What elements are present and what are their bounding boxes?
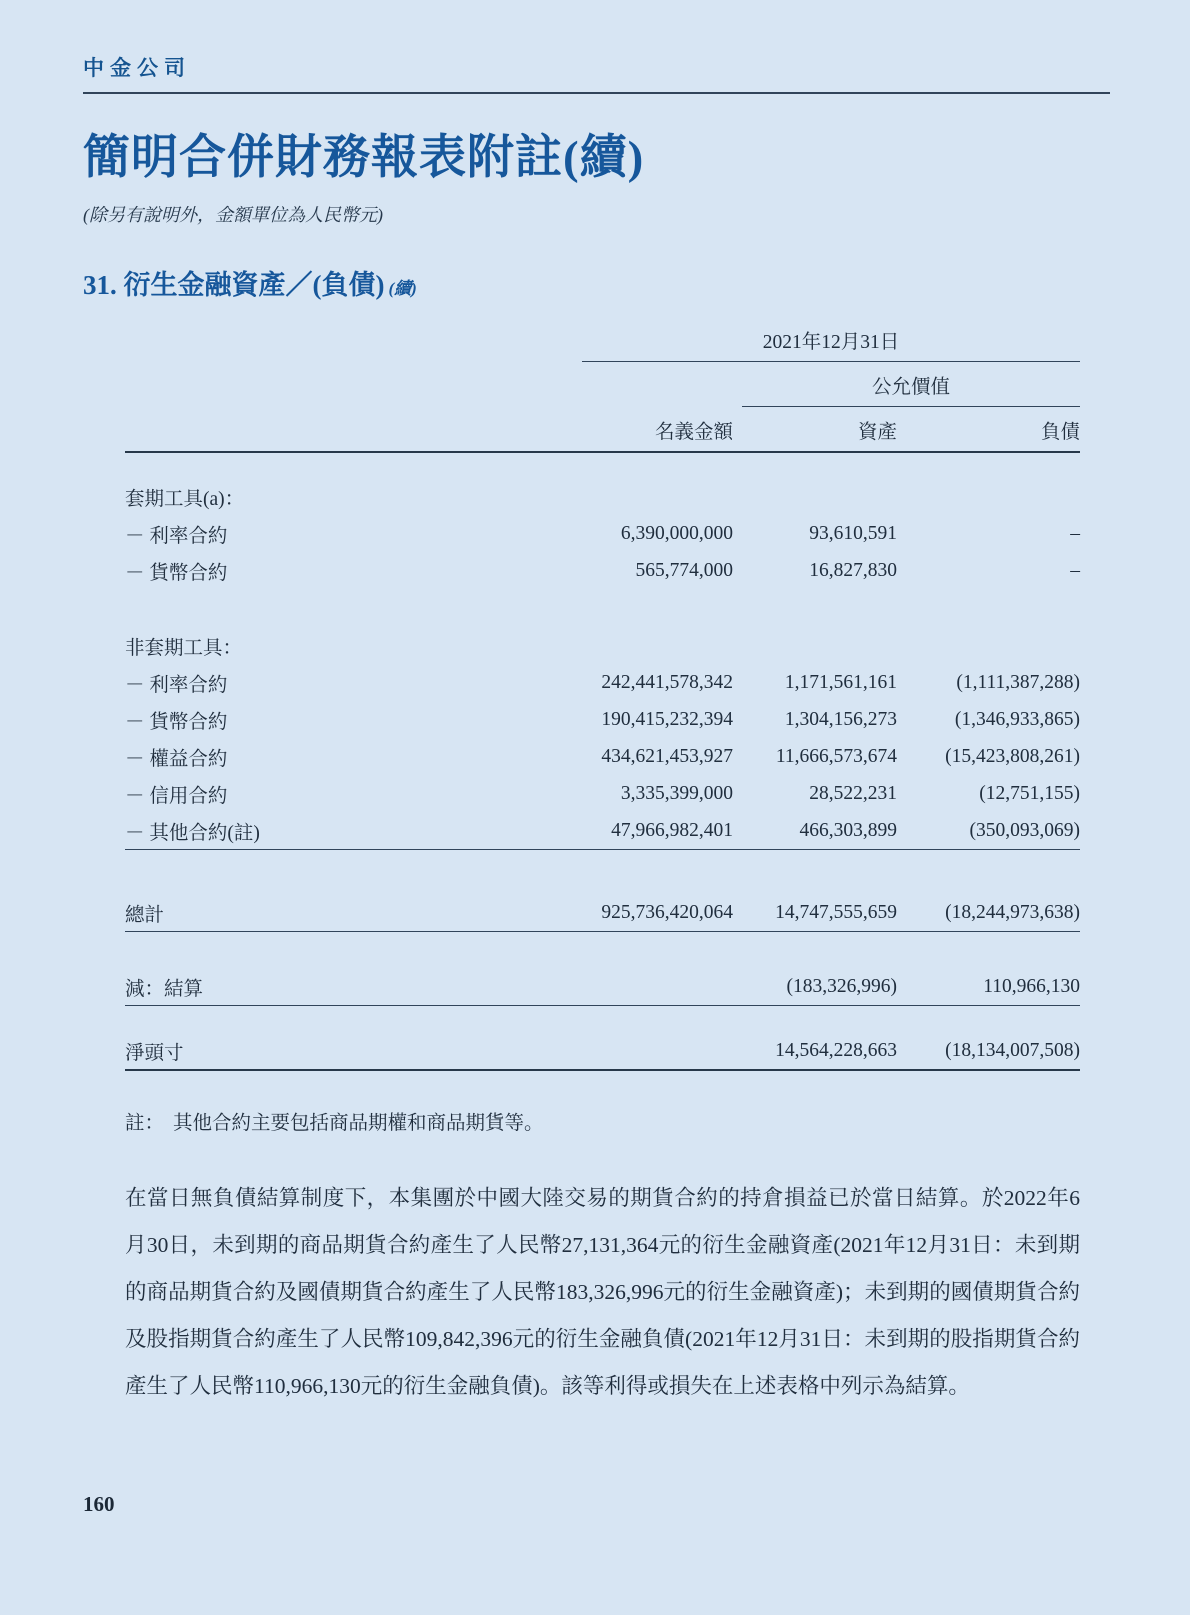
document-subtitle: (除另有說明外，金額單位為人民幣元) [83, 205, 383, 225]
row-notional: 3,335,399,000 [620, 782, 733, 804]
row-liability: (18,244,973,638) [945, 901, 1080, 923]
row-label: 減：結算 [125, 978, 204, 1000]
row-liability: (1,346,933,865) [954, 708, 1080, 730]
row-liability: (15,423,808,261) [945, 745, 1080, 767]
row-label: － 其他合約(註) [125, 822, 260, 844]
row-label: － 貨幣合約 [125, 711, 228, 733]
table-footnote [125, 1107, 1110, 1135]
table-row-total [125, 894, 1080, 932]
row-notional: 47,966,982,401 [611, 819, 733, 841]
row-notional: 925,736,420,064 [601, 901, 733, 923]
row-liability: – [1070, 559, 1080, 581]
row-asset: 1,304,156,273 [784, 708, 897, 730]
row-label: 總計 [125, 904, 165, 926]
table-row-net-position [125, 1032, 1080, 1071]
row-notional: 190,415,232,394 [601, 708, 733, 730]
table-spacer [125, 589, 1080, 627]
column-header-liability: 負債 [1040, 422, 1080, 443]
footnote-label: 註： [125, 1113, 165, 1134]
table-row [125, 552, 1080, 589]
row-liability: (350,093,069) [969, 819, 1080, 841]
row-label: 非套期工具： [125, 637, 243, 659]
row-label: － 權益合約 [125, 748, 228, 770]
derivatives-table [125, 326, 1080, 1071]
row-label: － 貨幣合約 [125, 562, 228, 584]
page-number: 160 [83, 1492, 115, 1516]
row-notional: 242,441,578,342 [601, 671, 733, 693]
row-asset: 466,303,899 [799, 819, 897, 841]
footnote-text: 其他合約主要包括商品期權和商品期貨等。 [173, 1113, 544, 1134]
table-row [125, 738, 1080, 775]
row-asset: 28,522,231 [809, 782, 897, 804]
table-row-less-settlement [125, 968, 1080, 1006]
row-liability: 110,966,130 [983, 975, 1080, 997]
column-header-notional: 名義金額 [654, 422, 733, 443]
section-number: 31. [83, 270, 117, 300]
company-header: 中金公司 [83, 52, 1110, 94]
row-asset: 14,564,228,663 [775, 1039, 897, 1061]
table-body [125, 453, 1080, 1071]
row-label: － 利率合約 [125, 674, 228, 696]
body-paragraph: 在當日無負債結算制度下，本集團於中國大陸交易的期貨合約的持倉損益已於當日結算。於2022年6月30日，未到期的商品期貨合約產生了人民幣27,131,364元的衍生金融資產(2021年12月31日：未到期的商品期貨合約及國債期貨合約產生了人民幣183,326,996元的衍生金融資產)；未到期的國債期貨合約及股指期貨合約產生了人民幣109,842,396元的衍生金融負債(2021年12月31日：未到期的股指期貨合約產生了人民幣110,966,130元的衍生金融負債)。該等利得或損失在上述表格中列示為結算。 [125, 1186, 1080, 1398]
table-row [125, 812, 1080, 850]
section-heading [83, 263, 1110, 302]
document-title: 簡明合併財務報表附註(續) [83, 132, 645, 184]
row-asset: 11,666,573,674 [775, 745, 897, 767]
row-asset: (183,326,996) [786, 975, 897, 997]
row-asset: 16,827,830 [809, 559, 897, 581]
column-header-asset: 資產 [857, 422, 897, 443]
row-asset: 93,610,591 [809, 522, 897, 544]
row-liability: – [1070, 522, 1080, 544]
row-liability: (18,134,007,508) [945, 1039, 1080, 1061]
row-label: － 信用合約 [125, 785, 228, 807]
row-notional: 565,774,000 [635, 559, 733, 581]
row-label: － 利率合約 [125, 525, 228, 547]
table-row [125, 515, 1080, 552]
table-row [125, 664, 1080, 701]
row-liability: (1,111,387,288) [956, 671, 1080, 693]
row-asset: 1,171,561,161 [784, 671, 897, 693]
row-notional: 434,621,453,927 [601, 745, 733, 767]
table-date-header: 2021年12月31日 [582, 326, 1080, 362]
row-notional: 6,390,000,000 [620, 522, 733, 544]
section-title: 衍生金融資產／(負債) [123, 270, 385, 300]
table-row-group-nonhedging [125, 627, 1080, 664]
row-label: 淨頭寸 [125, 1042, 184, 1064]
fair-value-header: 公允價值 [742, 371, 1080, 407]
table-row-group-hedging [125, 478, 1080, 515]
table-row [125, 701, 1080, 738]
table-row [125, 775, 1080, 812]
row-liability: (12,751,155) [979, 782, 1080, 804]
row-asset: 14,747,555,659 [775, 901, 897, 923]
row-label: 套期工具(a)： [125, 488, 245, 510]
section-continued-marker: (續) [388, 279, 417, 298]
column-headers-row [125, 407, 1080, 453]
